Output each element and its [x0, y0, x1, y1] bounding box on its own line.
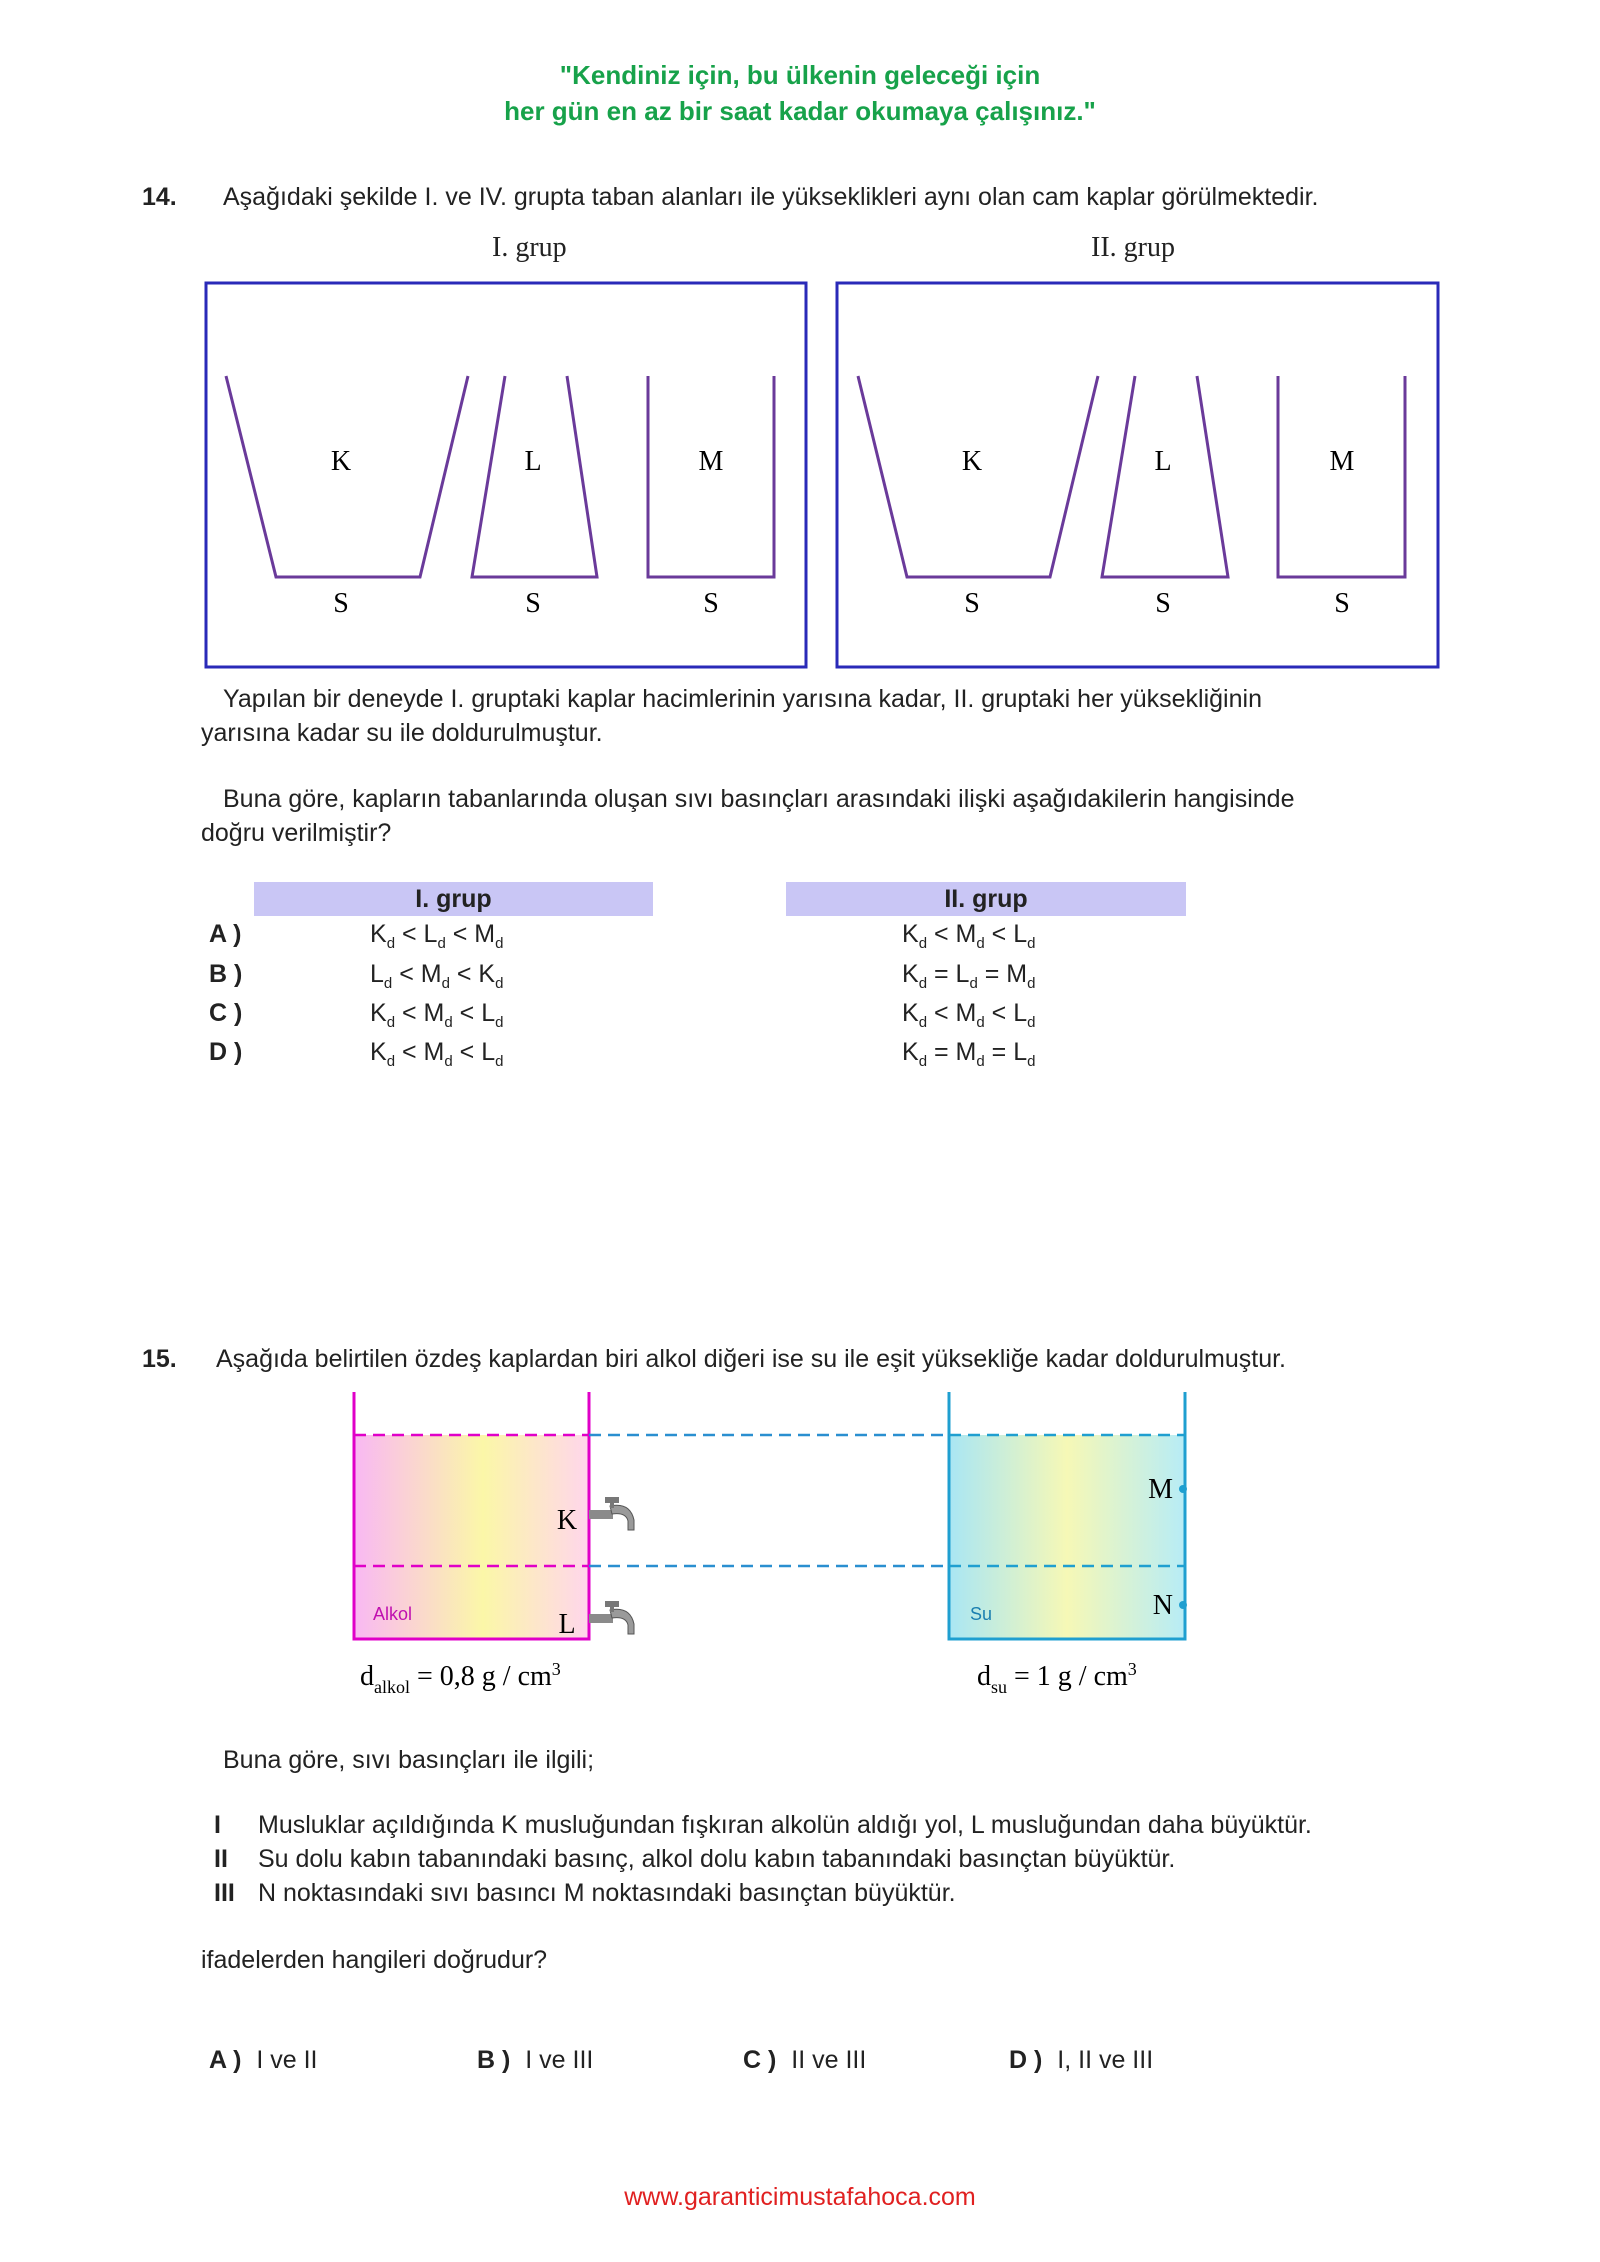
variable: $K_d$: [902, 1038, 928, 1070]
option-d-group2-relation: [902, 1038, 1035, 1070]
question-14-number: 14.: [142, 183, 177, 211]
variable: $K_d$: [902, 920, 928, 952]
variable: $K_d$: [478, 960, 504, 992]
variable-subscript: d: [1027, 1053, 1036, 1070]
group2-base-l: S: [1155, 588, 1171, 619]
variable-subscript: d: [976, 1053, 985, 1070]
answer-b-text: I ve III: [525, 2046, 594, 2074]
operator: =: [927, 1038, 956, 1066]
option-c-label[interactable]: C ): [209, 999, 243, 1027]
variable-subscript: d: [441, 975, 450, 992]
option-b-group2-relation: [902, 960, 1035, 992]
option-b-label[interactable]: B ): [209, 960, 243, 988]
variable: $K_d$: [370, 1038, 396, 1070]
variable: $L_d$: [370, 960, 393, 992]
operator: <: [452, 1038, 482, 1066]
option-a-group2-relation: [902, 920, 1035, 952]
variable: $M_d$: [423, 999, 453, 1031]
answer-a-label: A ): [209, 2046, 242, 2074]
operator: =: [927, 960, 956, 988]
variable-subscript: d: [918, 935, 928, 952]
group1-base-k: S: [333, 588, 349, 619]
answer-b[interactable]: [477, 2043, 593, 2077]
group2-label-l: L: [1154, 446, 1172, 477]
option-d-label[interactable]: D ): [209, 1038, 243, 1066]
tap-l-label: L: [558, 1609, 576, 1640]
operator: <: [449, 960, 479, 988]
variable-subscript: d: [495, 1053, 504, 1070]
water-density: $d_{su} = 1$ g / $cm^3$: [977, 1659, 1137, 1697]
variable: $M_d$: [955, 999, 985, 1031]
q15-lead: Buna göre, sıvı basınçları ile ilgili;: [223, 1746, 595, 1774]
q14-para1-line1: Yapılan bir deneyde I. gruptaki kaplar hacimlerinin yarısına kadar, II. gruptaki her yüksekliğinin: [223, 685, 1262, 713]
option-a-group1-relation: [370, 920, 503, 952]
variable-subscript: d: [437, 935, 446, 952]
group1-label-l: L: [524, 446, 542, 477]
table-header-group1: I. grup: [254, 882, 653, 916]
variable-subscript: d: [918, 1053, 928, 1070]
operator: <: [392, 960, 421, 988]
figure-group1-title: I. grup: [492, 232, 567, 263]
variable-subscript: d: [1027, 935, 1036, 952]
container-figure: [0, 0, 1600, 700]
group2-base-m: S: [1334, 588, 1350, 619]
answer-d[interactable]: [1009, 2043, 1153, 2077]
operator: <: [395, 920, 424, 948]
group2-base-k: S: [964, 588, 980, 619]
variable: $M_d$: [420, 960, 450, 992]
answer-b-label: B ): [477, 2046, 511, 2074]
q14-para2-line2: doğru verilmiştir?: [201, 819, 392, 847]
alcohol-label: Alkol: [373, 1604, 413, 1624]
variable-subscript: d: [444, 1014, 453, 1031]
variable: $K_d$: [902, 960, 928, 992]
option-a-label[interactable]: A ): [209, 920, 242, 948]
variable: $L_d$: [423, 920, 446, 952]
group2-label-m: M: [1329, 446, 1355, 477]
answer-c-text: II ve III: [791, 2046, 867, 2074]
operator: =: [984, 1038, 1014, 1066]
variable-subscript: d: [386, 1053, 396, 1070]
operator: <: [984, 920, 1014, 948]
variable-subscript: d: [918, 1014, 928, 1031]
variable-subscript: d: [969, 975, 978, 992]
option-c-group2-relation: [902, 999, 1035, 1031]
variable: $M_d$: [474, 920, 504, 952]
motto-line-1: "Kendiniz için, bu ülkenin geleceği için: [559, 60, 1041, 90]
variable-subscript: d: [386, 1014, 396, 1031]
variable-subscript: d: [383, 975, 393, 992]
water-label: Su: [970, 1604, 993, 1624]
variable: $L_d$: [1013, 1038, 1036, 1070]
variable: $K_d$: [370, 920, 396, 952]
statement-1-num: I: [214, 1811, 221, 1839]
variable: $M_d$: [1006, 960, 1036, 992]
group1-base-m: S: [703, 588, 719, 619]
figure-group2-title: II. grup: [1091, 232, 1175, 263]
point-n-label: N: [1152, 1590, 1173, 1621]
statement-2-text: Su dolu kabın tabanındaki basınç, alkol dolu kabın tabanındaki basınçtan büyüktür.: [258, 1845, 1176, 1873]
answer-c-label: C ): [743, 2046, 777, 2074]
variable: $M_d$: [955, 920, 985, 952]
variable: $L_d$: [1013, 920, 1036, 952]
variable: $L_d$: [481, 999, 504, 1031]
statement-2-num: II: [214, 1845, 228, 1873]
variable-subscript: d: [918, 975, 928, 992]
variable-subscript: d: [976, 935, 985, 952]
q14-para2-line1: Buna göre, kapların tabanlarında oluşan sıvı basınçları arasındaki ilişki aşağıdakilerin hangisinde: [223, 785, 1295, 813]
q15-question: ifadelerden hangileri doğrudur?: [201, 1946, 548, 1974]
answer-a-text: I ve II: [256, 2046, 318, 2074]
liquid-figure: [0, 1380, 1600, 1710]
answer-d-text: I, II ve III: [1057, 2046, 1154, 2074]
footer-url[interactable]: www.garanticimustafahoca.com: [624, 2183, 976, 2211]
variable-subscript: d: [444, 1053, 453, 1070]
group1-base-l: S: [525, 588, 541, 619]
option-b-group1-relation: [370, 960, 503, 992]
variable: $M_d$: [955, 1038, 985, 1070]
variable-subscript: d: [1027, 1014, 1036, 1031]
variable-subscript: d: [386, 935, 396, 952]
answer-c[interactable]: [743, 2043, 866, 2077]
operator: <: [452, 999, 482, 1027]
variable-subscript: d: [495, 935, 504, 952]
point-m-label: M: [1148, 1474, 1173, 1505]
tap-k-icon: [589, 1497, 634, 1530]
group2-label-k: K: [961, 446, 983, 477]
variable: $K_d$: [902, 999, 928, 1031]
group1-label-m: M: [698, 446, 724, 477]
operator: <: [395, 1038, 424, 1066]
motto-line-2: her gün en az bir saat kadar okumaya çalışınız.": [504, 96, 1096, 126]
operator: <: [984, 999, 1014, 1027]
group1-label-k: K: [330, 446, 352, 477]
question-14-stem: Aşağıdaki şekilde I. ve IV. grupta taban alanları ile yükseklikleri aynı olan cam kaplar görülmektedir.: [223, 183, 1319, 211]
variable: $L_d$: [1013, 999, 1036, 1031]
option-d-group1-relation: [370, 1038, 503, 1070]
q14-para1-line2: yarısına kadar su ile doldurulmuştur.: [201, 719, 603, 747]
alcohol-density: $d_{alkol} = 0,8$ g / $cm^3$: [360, 1659, 561, 1697]
variable-subscript: d: [976, 1014, 985, 1031]
statement-3-num: III: [214, 1879, 235, 1907]
variable-subscript: d: [495, 975, 504, 992]
statement-3-text: N noktasındaki sıvı basıncı M noktasındaki basınçtan büyüktür.: [258, 1879, 956, 1907]
tap-l-icon: [589, 1601, 634, 1634]
answer-a[interactable]: [209, 2043, 318, 2077]
operator: =: [977, 960, 1007, 988]
option-c-group1-relation: [370, 999, 503, 1031]
variable-subscript: d: [1027, 975, 1036, 992]
table-header-group2: II. grup: [786, 882, 1186, 916]
question-15-stem: Aşağıda belirtilen özdeş kaplardan biri alkol diğeri ise su ile eşit yüksekliğe kadar doldurulmuştur.: [216, 1345, 1287, 1373]
point-n-dot: [1179, 1601, 1187, 1609]
variable: $K_d$: [370, 999, 396, 1031]
operator: <: [395, 999, 424, 1027]
variable: $L_d$: [481, 1038, 504, 1070]
variable-subscript: d: [495, 1014, 504, 1031]
operator: <: [927, 920, 956, 948]
variable: $M_d$: [423, 1038, 453, 1070]
statement-1-text: Musluklar açıldığında K musluğundan fışkıran alkolün aldığı yol, L musluğundan daha büyüktür.: [258, 1811, 1312, 1839]
answer-d-label: D ): [1009, 2046, 1043, 2074]
point-m-dot: [1179, 1485, 1187, 1493]
operator: <: [927, 999, 956, 1027]
operator: <: [445, 920, 475, 948]
tap-k-label: K: [556, 1505, 578, 1536]
variable: $L_d$: [955, 960, 978, 992]
question-15-number: 15.: [142, 1345, 177, 1373]
